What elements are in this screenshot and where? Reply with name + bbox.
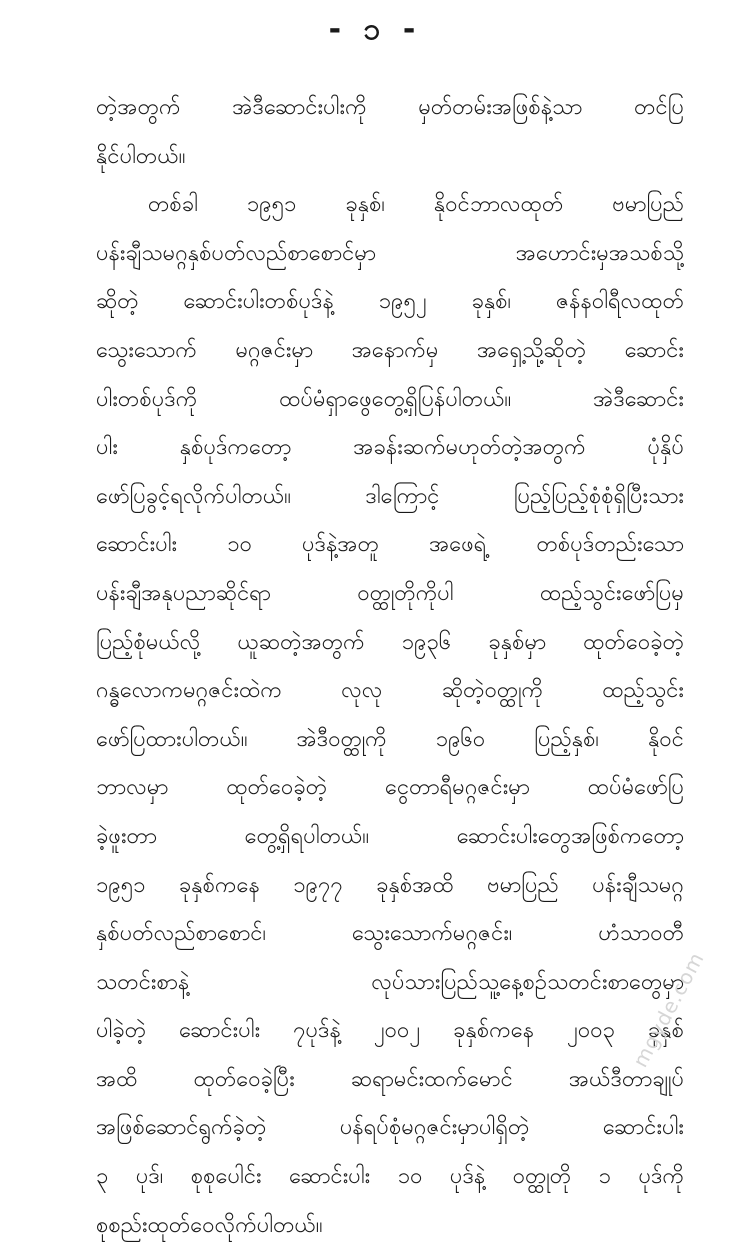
text-line: နှစ်ပတ်လည်စာစောင်၊ သွေးသောက်မဂ္ဂဇင်း၊ ဟံသာဝတီ bbox=[96, 921, 684, 947]
text-line: ပါခဲ့တဲ့ ဆောင်းပါး ၇ပုဒ်နဲ့ ၂၀၀၂ ခုနှစ်ကနေ ၂၀၀၃ ခုနှစ် bbox=[96, 1018, 684, 1044]
text-line: ပါးတစ်ပုဒ်ကို ထပ်မံရှာဖွေတွေ့ရှိပြန်ပါတယ်။ အဲဒီဆောင်း bbox=[96, 386, 684, 412]
text-line: ပန်းချီသမဂ္ဂနှစ်ပတ်လည်စာစောင်မှာ အဟောင်းမှအသစ်သို့ bbox=[96, 240, 684, 266]
text-line: ၁၉၅၁ ခုနှစ်ကနေ ၁၉၇၇ ခုနှစ်အထိ ဗမာပြည် ပန်းချီသမဂ္ဂ bbox=[96, 872, 684, 898]
text-line: ခဲ့ဖူးတာ တွေ့ရှိရပါတယ်။ ဆောင်းပါးတွေအဖြစ်ကတော့ bbox=[96, 823, 684, 849]
text-line: သွေးသောက် မဂ္ဂဇင်းမှာ အနောက်မှ အရှေ့သို့ဆိုတဲ့ ဆောင်း bbox=[96, 337, 684, 363]
text-line: ၃ ပုဒ်၊ စုစုပေါင်း ဆောင်းပါး ၁၀ ပုဒ်နဲ့ ဝတ္ထုတို ၁ ပုဒ်ကို bbox=[96, 1164, 684, 1190]
body-text bbox=[96, 84, 684, 1250]
text-line: ဖော်ပြခွင့်ရလိုက်ပါတယ်။ ဒါကြောင့် ပြည့်ပြည့်စုံစုံရှိပြီးသား bbox=[96, 483, 684, 509]
text-line: သတင်းစာနဲ့ လုပ်သားပြည်သူ့နေ့စဉ်သတင်းစာတွေမှာ bbox=[96, 969, 684, 995]
text-line: စုစည်းထုတ်ဝေလိုက်ပါတယ်။ bbox=[96, 1212, 323, 1238]
text-line: အထိ ထုတ်ဝေခဲ့ပြီး ဆရာမင်းထက်မောင် အယ်ဒီတာချုပ် bbox=[96, 1066, 684, 1092]
text-line: ပန်းချီအနုပညာဆိုင်ရာ ဝတ္ထုတိုကိုပါ ထည့်သွင်းဖော်ပြမှ bbox=[96, 580, 684, 606]
page-number: - ၁ - bbox=[328, 12, 422, 47]
watermark: mgyde.com bbox=[628, 947, 709, 1072]
text-line: ပါး နှစ်ပုဒ်ကတော့ အခန်းဆက်မဟုတ်တဲ့အတွက် ပုံနှိပ် bbox=[96, 435, 684, 461]
text-line: ပြည့်စုံမယ်လို့ ယူဆတဲ့အတွက် ၁၉၃၆ ခုနှစ်မှာ ထုတ်ဝေခဲ့တဲ့ bbox=[96, 629, 684, 655]
text-line: ဂန္ဓလောကမဂ္ဂဇင်းထဲက လုလု ဆိုတဲ့ဝတ္ထုကို ထည့်သွင်း bbox=[96, 678, 684, 704]
text-line: ဆိုတဲ့ ဆောင်းပါးတစ်ပုဒ်နဲ့ ၁၉၅၂ ခုနှစ်၊ ဇန်နဝါရီလထုတ် bbox=[96, 289, 684, 315]
text-line: တစ်ခါ ၁၉၅၁ ခုနှစ်၊ နိုဝင်ဘာလထုတ် ဗမာပြည် bbox=[148, 192, 684, 218]
text-line: ဖော်ပြထားပါတယ်။ အဲဒီဝတ္ထုကို ၁၉၆၀ ပြည့်နှစ်၊ နိုဝင် bbox=[96, 726, 684, 752]
text-line: ဆောင်းပါး ၁၀ ပုဒ်နဲ့အတူ အဖေရဲ့ တစ်ပုဒ်တည်းသော bbox=[96, 532, 684, 558]
text-line: တဲ့အတွက် အဲဒီဆောင်းပါးကို မှတ်တမ်းအဖြစ်နဲ့သာ တင်ပြ bbox=[96, 95, 684, 120]
text-line: ဘာလမှာ ထုတ်ဝေခဲ့တဲ့ ငွေတာရီမဂ္ဂဇင်းမှာ ထပ်မံဖော်ပြ bbox=[96, 775, 684, 801]
text-line: အဖြစ်ဆောင်ရွက်ခဲ့တဲ့ ပန်ရပ်စုံမဂ္ဂဇင်းမှာပါရှိတဲ့ ဆောင်းပါး bbox=[96, 1115, 684, 1141]
text-line: နိုင်ပါတယ်။ bbox=[96, 143, 186, 169]
